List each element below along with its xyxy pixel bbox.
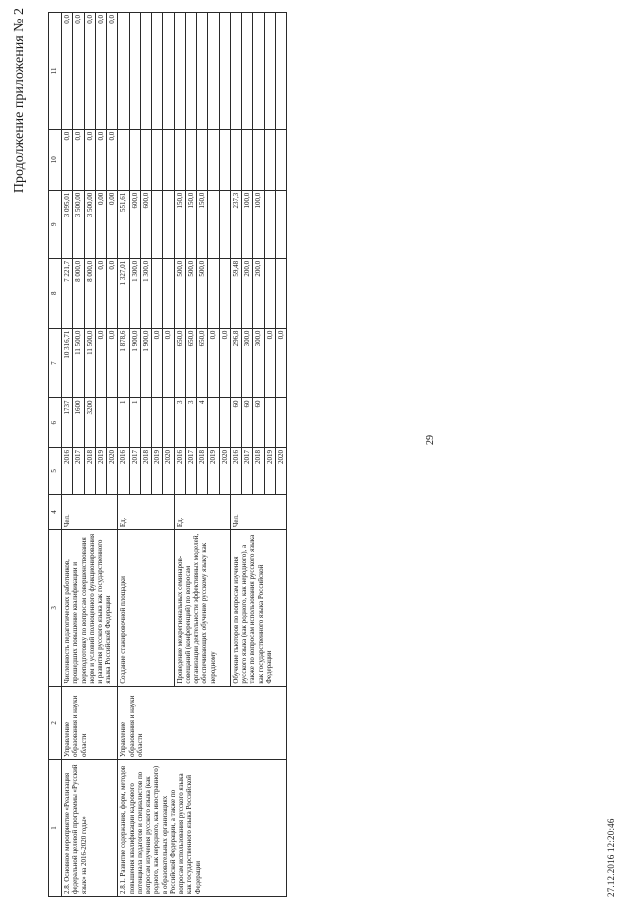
value-cell: 100,0 <box>253 190 264 258</box>
value-cell <box>129 129 140 190</box>
executor-cell: Управление образования и науки области <box>62 686 118 759</box>
value-cell: 0,0 <box>107 129 118 190</box>
value-cell: 150,0 <box>197 190 208 258</box>
value-cell <box>264 129 275 190</box>
value-cell: 4 <box>197 398 208 448</box>
value-cell: 1737 <box>62 398 73 448</box>
value-cell: 1600 <box>73 398 84 448</box>
value-cell: 600,0 <box>140 190 151 258</box>
value-cell: 8 000,0 <box>84 258 95 328</box>
value-cell: 3 <box>185 398 196 448</box>
unit-cell: Чел. <box>230 494 286 529</box>
value-cell: 11 500,0 <box>84 328 95 398</box>
year-cell: 2020 <box>107 447 118 494</box>
year-cell: 2019 <box>264 447 275 494</box>
unit-cell: Чел. <box>62 494 118 529</box>
value-cell: 1 900,0 <box>129 328 140 398</box>
value-cell <box>264 398 275 448</box>
program-table <box>48 12 287 897</box>
value-cell: 100,0 <box>242 190 253 258</box>
year-cell: 2017 <box>242 447 253 494</box>
year-cell: 2020 <box>163 447 174 494</box>
value-cell: 237,3 <box>230 190 241 258</box>
value-cell: 0,0 <box>152 328 163 398</box>
value-cell <box>275 190 286 258</box>
value-cell: 0,0 <box>62 129 73 190</box>
value-cell: 551,61 <box>118 190 129 258</box>
value-cell <box>219 258 230 328</box>
footer-timestamp: 27.12.2016 12:20:46 <box>606 818 616 897</box>
value-cell: 0,0 <box>95 13 106 130</box>
value-cell: 0,00 <box>95 190 106 258</box>
value-cell <box>118 13 129 130</box>
value-cell: 11 500,0 <box>73 328 84 398</box>
value-cell: 1 300,0 <box>140 258 151 328</box>
column-header: 2 <box>49 686 62 759</box>
value-cell: 59,48 <box>230 258 241 328</box>
column-header: 9 <box>49 190 62 258</box>
year-cell: 2019 <box>208 447 219 494</box>
year-cell: 2016 <box>174 447 185 494</box>
year-cell: 2016 <box>230 447 241 494</box>
value-cell <box>152 398 163 448</box>
value-cell <box>264 258 275 328</box>
value-cell <box>253 129 264 190</box>
value-cell <box>185 129 196 190</box>
value-cell <box>197 129 208 190</box>
value-cell: 7 221,7 <box>62 258 73 328</box>
value-cell: 300,0 <box>253 328 264 398</box>
table-row <box>118 13 129 897</box>
value-cell: 0,0 <box>107 13 118 130</box>
column-header: 5 <box>49 447 62 494</box>
column-number-row <box>49 13 62 897</box>
value-cell <box>174 129 185 190</box>
column-header: 4 <box>49 494 62 529</box>
event-cell: 2.8.1. Развитие содержания, форм, методов повышения квалификации кадрового потенциала педагогов и специалистов по вопросам изучения русского языка (как родного, как неродного, как иностранного) в образовательных организациях Российской Федерации, а также по вопросам использования русского языка как государственного языка Российской Федерации <box>118 759 287 896</box>
value-cell <box>219 398 230 448</box>
table-row <box>62 13 73 897</box>
value-cell: 1 <box>129 398 140 448</box>
indicator-cell: Проведение межрегиональных семинаров-совещаний (конференций) по вопросам организации деятельности эффективных моделей, обеспечивающих обучение русскому языку как неродному <box>174 530 230 686</box>
value-cell <box>140 13 151 130</box>
column-header: 6 <box>49 398 62 448</box>
year-cell: 2018 <box>140 447 151 494</box>
unit-cell: Ед. <box>174 494 230 529</box>
value-cell: 150,0 <box>174 190 185 258</box>
value-cell <box>230 13 241 130</box>
value-cell: 0,0 <box>84 129 95 190</box>
value-cell <box>253 13 264 130</box>
value-cell: 0,0 <box>264 328 275 398</box>
table-body <box>62 13 287 897</box>
value-cell: 60 <box>253 398 264 448</box>
value-cell <box>140 398 151 448</box>
value-cell: 650,0 <box>185 328 196 398</box>
value-cell <box>208 13 219 130</box>
value-cell: 300,0 <box>242 328 253 398</box>
year-cell: 2016 <box>62 447 73 494</box>
indicator-cell: Создание стажировочной площадки <box>118 530 174 686</box>
value-cell <box>95 398 106 448</box>
year-cell: 2020 <box>275 447 286 494</box>
value-cell: 0,0 <box>107 258 118 328</box>
year-cell: 2020 <box>219 447 230 494</box>
value-cell <box>275 258 286 328</box>
value-cell <box>174 13 185 130</box>
year-cell: 2016 <box>118 447 129 494</box>
value-cell <box>163 13 174 130</box>
value-cell: 3 095,01 <box>62 190 73 258</box>
value-cell: 600,0 <box>129 190 140 258</box>
value-cell: 200,0 <box>242 258 253 328</box>
value-cell: 0,0 <box>219 328 230 398</box>
value-cell: 0,0 <box>163 328 174 398</box>
value-cell <box>129 13 140 130</box>
year-cell: 2019 <box>152 447 163 494</box>
value-cell: 1 <box>118 398 129 448</box>
value-cell <box>152 190 163 258</box>
executor-cell: Управление образования и науки области <box>118 686 287 759</box>
value-cell: 8 000,0 <box>73 258 84 328</box>
value-cell <box>118 129 129 190</box>
column-header: 10 <box>49 129 62 190</box>
year-cell: 2017 <box>73 447 84 494</box>
column-header: 3 <box>49 530 62 686</box>
value-cell: 1 327,01 <box>118 258 129 328</box>
value-cell: 0,0 <box>107 328 118 398</box>
value-cell: 0,00 <box>107 190 118 258</box>
column-header: 7 <box>49 328 62 398</box>
value-cell: 500,0 <box>174 258 185 328</box>
value-cell <box>208 258 219 328</box>
value-cell: 650,0 <box>197 328 208 398</box>
year-cell: 2018 <box>253 447 264 494</box>
value-cell: 1 300,0 <box>129 258 140 328</box>
event-cell: 2.8. Основное мероприятие «Реализация федеральной целевой программы «Русский язык» на 2016-2020 годы» <box>62 759 118 896</box>
value-cell <box>152 13 163 130</box>
value-cell <box>152 258 163 328</box>
value-cell <box>264 13 275 130</box>
year-cell: 2019 <box>95 447 106 494</box>
value-cell: 0,0 <box>84 13 95 130</box>
year-cell: 2017 <box>185 447 196 494</box>
value-cell: 0,0 <box>73 13 84 130</box>
value-cell <box>152 129 163 190</box>
value-cell: 0,0 <box>73 129 84 190</box>
value-cell <box>163 190 174 258</box>
value-cell <box>230 129 241 190</box>
value-cell <box>208 129 219 190</box>
value-cell <box>163 129 174 190</box>
value-cell: 500,0 <box>185 258 196 328</box>
value-cell: 650,0 <box>174 328 185 398</box>
value-cell: 3 500,00 <box>84 190 95 258</box>
value-cell <box>197 13 208 130</box>
continuation-title: Продолжение приложения № 2 <box>12 8 27 194</box>
value-cell: 10 316,71 <box>62 328 73 398</box>
value-cell: 1 900,0 <box>140 328 151 398</box>
value-cell <box>107 398 118 448</box>
value-cell: 200,0 <box>253 258 264 328</box>
value-cell: 0,0 <box>62 13 73 130</box>
value-cell <box>163 398 174 448</box>
indicator-cell: Численность педагогических работников, прошедших повышение квалификации и переподготовку по вопросам совершенствования норм и условий полноценного функционирования и развития русского языка как государственного языка Российской Федерации <box>62 530 118 686</box>
value-cell <box>208 398 219 448</box>
value-cell <box>219 13 230 130</box>
year-cell: 2017 <box>129 447 140 494</box>
value-cell <box>264 190 275 258</box>
page-number: 29 <box>425 435 436 445</box>
value-cell: 500,0 <box>197 258 208 328</box>
column-header: 1 <box>49 759 62 896</box>
value-cell <box>219 190 230 258</box>
value-cell <box>185 13 196 130</box>
value-cell: 3200 <box>84 398 95 448</box>
column-header: 11 <box>49 13 62 130</box>
year-cell: 2018 <box>84 447 95 494</box>
value-cell: 150,0 <box>185 190 196 258</box>
value-cell <box>275 398 286 448</box>
column-header: 8 <box>49 258 62 328</box>
value-cell: 3 500,00 <box>73 190 84 258</box>
value-cell <box>275 129 286 190</box>
year-cell: 2018 <box>197 447 208 494</box>
indicator-cell: Обучение тьюторов по вопросам изучения русского языка (как родного, как неродного), а также по вопросам использования русского языка как государственного языка Российской Федерации <box>230 530 286 686</box>
value-cell <box>163 258 174 328</box>
unit-cell: Ед. <box>118 494 174 529</box>
value-cell: 0,0 <box>208 328 219 398</box>
value-cell: 3 <box>174 398 185 448</box>
value-cell: 1 878,6 <box>118 328 129 398</box>
value-cell: 60 <box>230 398 241 448</box>
value-cell <box>275 13 286 130</box>
value-cell <box>219 129 230 190</box>
value-cell <box>208 190 219 258</box>
value-cell: 296,8 <box>230 328 241 398</box>
value-cell: 60 <box>242 398 253 448</box>
value-cell: 0,0 <box>95 258 106 328</box>
value-cell: 0,0 <box>95 129 106 190</box>
value-cell <box>140 129 151 190</box>
value-cell <box>242 129 253 190</box>
value-cell: 0,0 <box>95 328 106 398</box>
value-cell <box>242 13 253 130</box>
value-cell: 0,0 <box>275 328 286 398</box>
